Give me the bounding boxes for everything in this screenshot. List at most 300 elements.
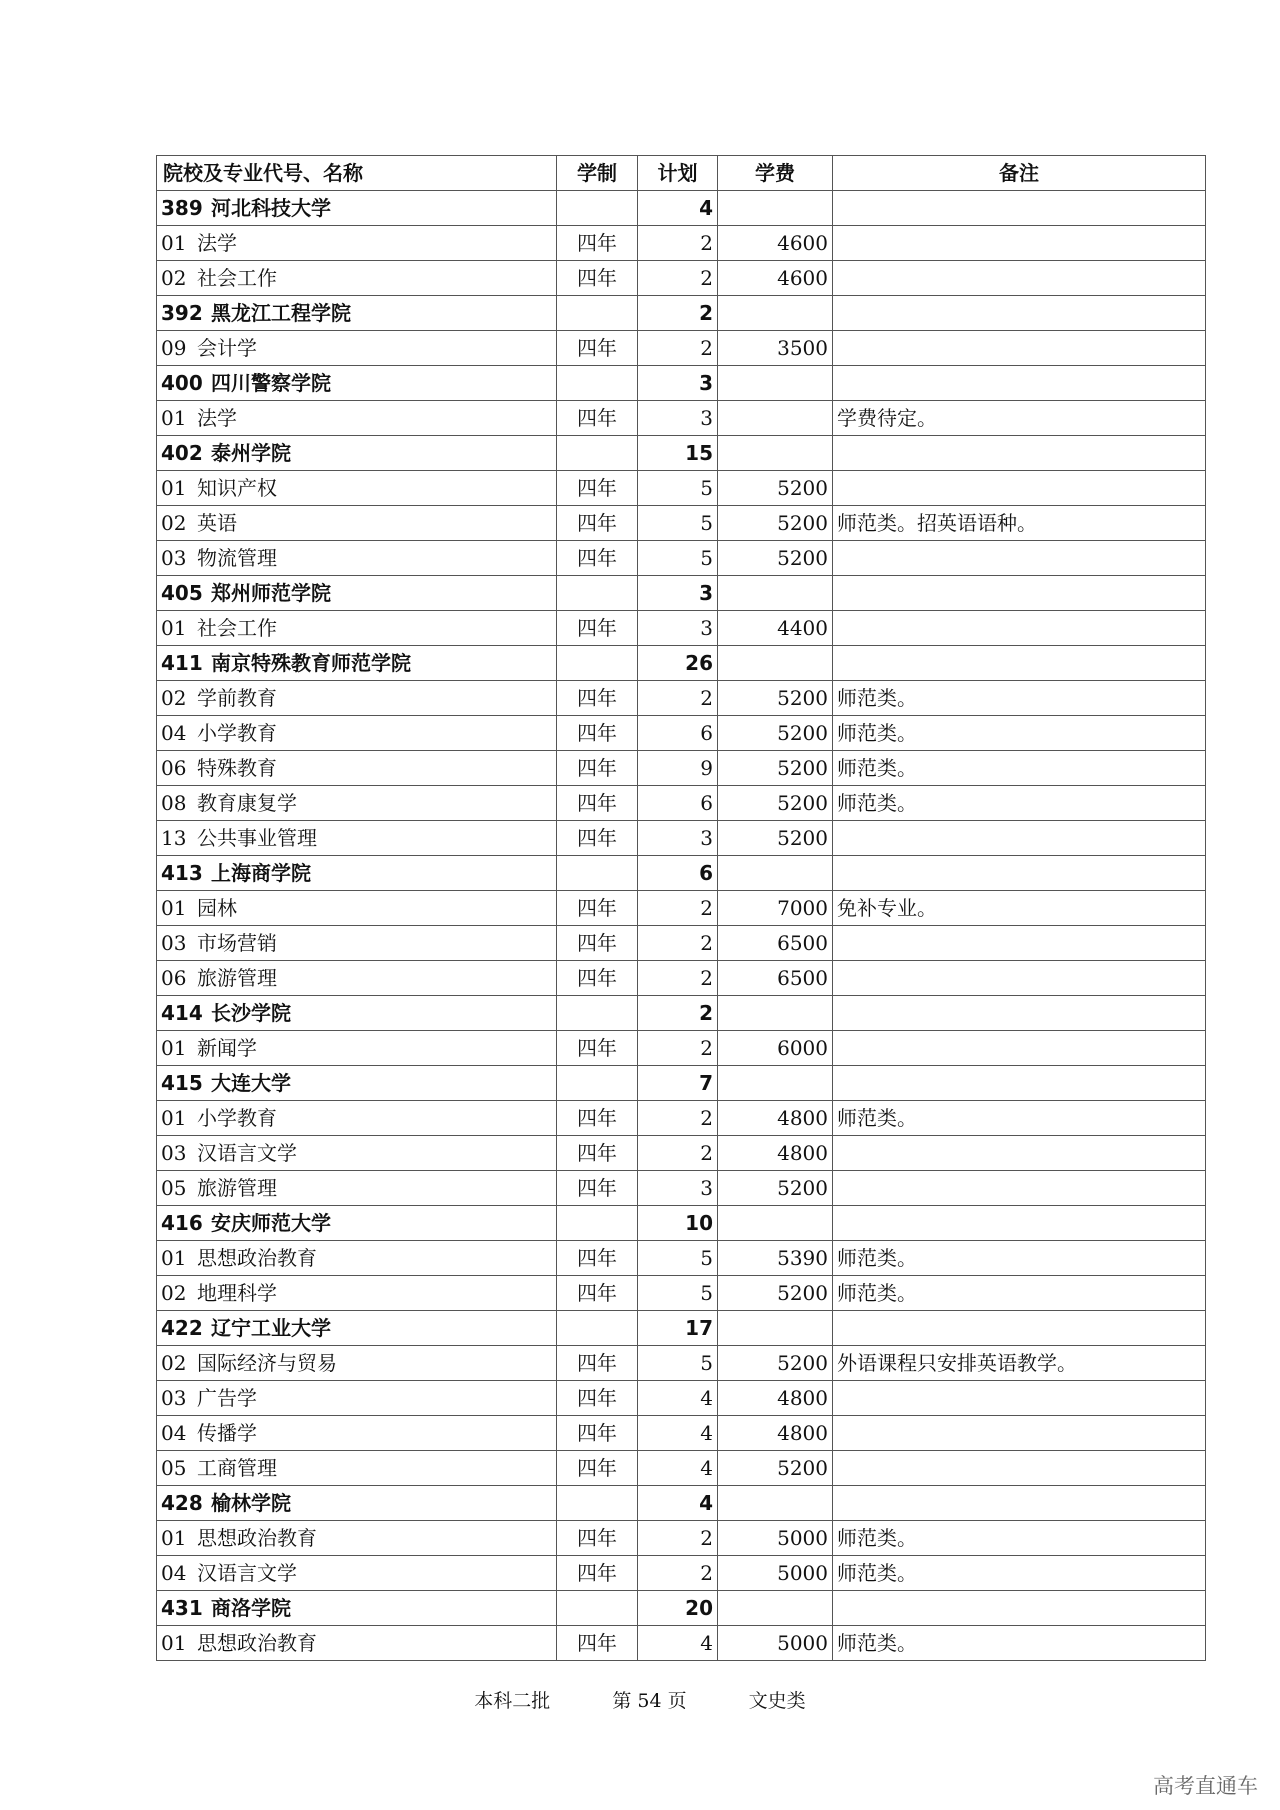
major-code: 01 [161, 616, 187, 640]
note-cell: 师范类。 [833, 1241, 1206, 1276]
length-cell: 四年 [557, 786, 638, 821]
school-name: 大连大学 [211, 1071, 291, 1095]
plan-cell: 2 [638, 1556, 718, 1591]
length-cell: 四年 [557, 261, 638, 296]
plan-cell: 2 [638, 926, 718, 961]
length-cell [557, 1591, 638, 1626]
major-name: 思想政治教育 [197, 1246, 317, 1270]
fee-cell: 5000 [718, 1521, 833, 1556]
name-cell [157, 1206, 557, 1241]
watermark: 高考直通车 [1153, 1774, 1258, 1798]
plan-cell: 2 [638, 1136, 718, 1171]
fee-cell: 5200 [718, 716, 833, 751]
name-cell [157, 1451, 557, 1486]
major-code: 01 [161, 1036, 187, 1060]
name-cell [157, 1311, 557, 1346]
length-cell [557, 1486, 638, 1521]
note-cell [833, 1381, 1206, 1416]
name-cell [157, 646, 557, 681]
plan-cell: 4 [638, 191, 718, 226]
fee-cell: 6500 [718, 926, 833, 961]
major-code: 02 [161, 1351, 187, 1375]
major-row [157, 611, 1206, 646]
length-cell: 四年 [557, 226, 638, 261]
major-row [157, 1556, 1206, 1591]
plan-cell: 2 [638, 996, 718, 1031]
note-cell: 免补专业。 [833, 891, 1206, 926]
school-name: 四川警察学院 [211, 371, 331, 395]
length-cell: 四年 [557, 1136, 638, 1171]
school-name: 上海商学院 [211, 861, 311, 885]
major-name: 传播学 [197, 1421, 257, 1445]
major-code: 01 [161, 1631, 187, 1655]
plan-cell: 20 [638, 1591, 718, 1626]
name-cell [157, 751, 557, 786]
major-row [157, 1451, 1206, 1486]
plan-cell: 15 [638, 436, 718, 471]
name-cell [157, 401, 557, 436]
major-code: 01 [161, 1106, 187, 1130]
name-cell [157, 1556, 557, 1591]
school-code: 400 [161, 371, 203, 395]
major-row [157, 891, 1206, 926]
fee-cell [718, 296, 833, 331]
plan-cell: 7 [638, 1066, 718, 1101]
plan-cell: 2 [638, 226, 718, 261]
length-cell [557, 436, 638, 471]
length-cell [557, 296, 638, 331]
fee-cell: 5200 [718, 471, 833, 506]
school-name: 南京特殊教育师范学院 [211, 651, 411, 675]
major-row [157, 1171, 1206, 1206]
fee-cell [718, 1311, 833, 1346]
length-cell: 四年 [557, 1276, 638, 1311]
plan-cell: 3 [638, 821, 718, 856]
school-code: 414 [161, 1001, 203, 1025]
note-cell [833, 611, 1206, 646]
note-cell [833, 296, 1206, 331]
school-row [157, 1066, 1206, 1101]
school-code: 389 [161, 196, 203, 220]
name-cell [157, 996, 557, 1031]
note-cell: 师范类。 [833, 681, 1206, 716]
length-cell: 四年 [557, 751, 638, 786]
note-cell [833, 1591, 1206, 1626]
major-row [157, 506, 1206, 541]
note-cell [833, 1311, 1206, 1346]
plan-cell: 2 [638, 681, 718, 716]
length-cell [557, 1311, 638, 1346]
school-row [157, 191, 1206, 226]
name-cell [157, 611, 557, 646]
major-code: 03 [161, 1141, 187, 1165]
note-cell [833, 821, 1206, 856]
note-cell: 师范类。 [833, 786, 1206, 821]
major-code: 09 [161, 336, 187, 360]
fee-cell: 5200 [718, 681, 833, 716]
admission-plan-table [156, 155, 1206, 1661]
major-row [157, 821, 1206, 856]
school-row [157, 366, 1206, 401]
note-cell [833, 471, 1206, 506]
major-row [157, 261, 1206, 296]
plan-cell: 9 [638, 751, 718, 786]
plan-cell: 3 [638, 611, 718, 646]
note-cell [833, 1031, 1206, 1066]
name-cell [157, 1591, 557, 1626]
major-row [157, 961, 1206, 996]
school-code: 422 [161, 1316, 203, 1340]
name-cell [157, 1136, 557, 1171]
major-row [157, 1626, 1206, 1661]
name-cell [157, 436, 557, 471]
name-cell [157, 1276, 557, 1311]
plan-cell: 6 [638, 786, 718, 821]
major-code: 01 [161, 406, 187, 430]
table-body [157, 191, 1206, 1661]
major-name: 旅游管理 [197, 966, 277, 990]
note-cell [833, 1416, 1206, 1451]
fee-cell: 5200 [718, 1346, 833, 1381]
fee-cell: 3500 [718, 331, 833, 366]
school-name: 商洛学院 [211, 1596, 291, 1620]
name-cell [157, 471, 557, 506]
name-cell [157, 366, 557, 401]
school-name: 榆林学院 [211, 1491, 291, 1515]
school-name: 辽宁工业大学 [211, 1316, 331, 1340]
major-name: 社会工作 [197, 616, 277, 640]
major-name: 教育康复学 [197, 791, 297, 815]
major-name: 园林 [197, 896, 237, 920]
note-cell [833, 1136, 1206, 1171]
major-code: 01 [161, 476, 187, 500]
fee-cell: 7000 [718, 891, 833, 926]
note-cell [833, 856, 1206, 891]
major-name: 思想政治教育 [197, 1631, 317, 1655]
major-row [157, 471, 1206, 506]
school-row [157, 646, 1206, 681]
major-name: 物流管理 [197, 546, 277, 570]
school-row [157, 436, 1206, 471]
note-cell: 师范类。 [833, 1101, 1206, 1136]
fee-cell: 4800 [718, 1416, 833, 1451]
plan-cell: 17 [638, 1311, 718, 1346]
school-code: 392 [161, 301, 203, 325]
major-name: 工商管理 [197, 1456, 277, 1480]
fee-cell [718, 996, 833, 1031]
major-row [157, 226, 1206, 261]
school-name: 长沙学院 [211, 1001, 291, 1025]
name-cell [157, 1101, 557, 1136]
fee-cell: 5200 [718, 506, 833, 541]
fee-cell: 4600 [718, 226, 833, 261]
name-cell [157, 506, 557, 541]
note-cell: 师范类。 [833, 716, 1206, 751]
major-code: 01 [161, 1526, 187, 1550]
major-row [157, 751, 1206, 786]
school-row [157, 576, 1206, 611]
school-code: 411 [161, 651, 203, 675]
major-name: 法学 [197, 406, 237, 430]
major-code: 01 [161, 1246, 187, 1270]
major-code: 02 [161, 1281, 187, 1305]
length-cell: 四年 [557, 1626, 638, 1661]
major-row [157, 1031, 1206, 1066]
major-row [157, 1101, 1206, 1136]
fee-cell [718, 401, 833, 436]
note-cell [833, 191, 1206, 226]
school-row [157, 996, 1206, 1031]
fee-cell [718, 646, 833, 681]
length-cell: 四年 [557, 961, 638, 996]
footer-batch: 本科二批 [474, 1690, 551, 1712]
length-cell: 四年 [557, 1451, 638, 1486]
school-code: 402 [161, 441, 203, 465]
length-cell [557, 646, 638, 681]
length-cell [557, 366, 638, 401]
length-cell: 四年 [557, 1556, 638, 1591]
major-code: 02 [161, 686, 187, 710]
fee-cell: 5000 [718, 1556, 833, 1591]
plan-cell: 4 [638, 1626, 718, 1661]
note-cell [833, 1171, 1206, 1206]
major-code: 04 [161, 1421, 187, 1445]
major-name: 英语 [197, 511, 237, 535]
note-cell: 师范类。 [833, 1626, 1206, 1661]
note-cell: 师范类。 [833, 1521, 1206, 1556]
major-code: 05 [161, 1456, 187, 1480]
major-row [157, 401, 1206, 436]
length-cell: 四年 [557, 1521, 638, 1556]
plan-cell: 2 [638, 331, 718, 366]
note-cell: 师范类。 [833, 751, 1206, 786]
major-name: 特殊教育 [197, 756, 277, 780]
major-code: 02 [161, 511, 187, 535]
name-cell [157, 1066, 557, 1101]
name-cell [157, 331, 557, 366]
length-cell: 四年 [557, 821, 638, 856]
major-row [157, 1416, 1206, 1451]
length-cell [557, 576, 638, 611]
name-cell [157, 891, 557, 926]
name-cell [157, 1171, 557, 1206]
major-code: 06 [161, 966, 187, 990]
major-name: 公共事业管理 [197, 826, 317, 850]
school-name: 安庆师范大学 [211, 1211, 331, 1235]
school-name: 郑州师范学院 [211, 581, 331, 605]
major-code: 03 [161, 1386, 187, 1410]
fee-cell: 5200 [718, 821, 833, 856]
plan-cell: 3 [638, 576, 718, 611]
plan-cell: 4 [638, 1381, 718, 1416]
plan-cell: 6 [638, 716, 718, 751]
major-row [157, 1381, 1206, 1416]
length-cell [557, 996, 638, 1031]
major-code: 06 [161, 756, 187, 780]
length-cell: 四年 [557, 1101, 638, 1136]
major-code: 01 [161, 896, 187, 920]
plan-cell: 26 [638, 646, 718, 681]
note-cell [833, 331, 1206, 366]
length-cell: 四年 [557, 1346, 638, 1381]
major-name: 汉语言文学 [197, 1141, 297, 1165]
header-note: 备注 [833, 156, 1206, 191]
major-name: 小学教育 [197, 721, 277, 745]
name-cell [157, 191, 557, 226]
length-cell: 四年 [557, 891, 638, 926]
length-cell: 四年 [557, 1031, 638, 1066]
school-name: 黑龙江工程学院 [211, 301, 351, 325]
name-cell [157, 961, 557, 996]
note-cell [833, 226, 1206, 261]
school-code: 405 [161, 581, 203, 605]
fee-cell: 4800 [718, 1136, 833, 1171]
note-cell [833, 1066, 1206, 1101]
length-cell: 四年 [557, 1241, 638, 1276]
length-cell [557, 191, 638, 226]
name-cell [157, 261, 557, 296]
name-cell [157, 1346, 557, 1381]
note-cell [833, 961, 1206, 996]
fee-cell: 4800 [718, 1101, 833, 1136]
name-cell [157, 821, 557, 856]
fee-cell [718, 1066, 833, 1101]
name-cell [157, 576, 557, 611]
footer-category: 文史类 [748, 1690, 806, 1712]
length-cell [557, 856, 638, 891]
fee-cell: 5200 [718, 751, 833, 786]
major-code: 04 [161, 721, 187, 745]
length-cell: 四年 [557, 716, 638, 751]
plan-cell: 2 [638, 891, 718, 926]
plan-cell: 4 [638, 1416, 718, 1451]
plan-cell: 2 [638, 1101, 718, 1136]
school-row [157, 1206, 1206, 1241]
major-row [157, 331, 1206, 366]
major-code: 03 [161, 546, 187, 570]
length-cell: 四年 [557, 1416, 638, 1451]
name-cell [157, 1486, 557, 1521]
plan-cell: 4 [638, 1486, 718, 1521]
major-name: 国际经济与贸易 [197, 1351, 337, 1375]
major-name: 地理科学 [197, 1281, 277, 1305]
header-plan: 计划 [638, 156, 718, 191]
major-code: 04 [161, 1561, 187, 1585]
length-cell: 四年 [557, 1381, 638, 1416]
plan-cell: 2 [638, 1031, 718, 1066]
name-cell [157, 786, 557, 821]
header-name: 院校及专业代号、名称 [157, 156, 557, 191]
major-name: 小学教育 [197, 1106, 277, 1130]
note-cell [833, 261, 1206, 296]
plan-cell: 3 [638, 1171, 718, 1206]
major-name: 知识产权 [197, 476, 277, 500]
page-footer [0, 1686, 1280, 1713]
fee-cell: 4400 [718, 611, 833, 646]
note-cell [833, 1206, 1206, 1241]
plan-cell: 2 [638, 961, 718, 996]
name-cell [157, 1031, 557, 1066]
name-cell [157, 716, 557, 751]
length-cell [557, 1066, 638, 1101]
note-cell [833, 436, 1206, 471]
fee-cell: 5200 [718, 541, 833, 576]
school-row [157, 1311, 1206, 1346]
fee-cell: 5200 [718, 1451, 833, 1486]
name-cell [157, 1381, 557, 1416]
name-cell [157, 226, 557, 261]
school-code: 415 [161, 1071, 203, 1095]
school-name: 泰州学院 [211, 441, 291, 465]
name-cell [157, 541, 557, 576]
major-code: 08 [161, 791, 187, 815]
major-name: 市场营销 [197, 931, 277, 955]
plan-cell: 2 [638, 1521, 718, 1556]
fee-cell [718, 1486, 833, 1521]
plan-cell: 5 [638, 1276, 718, 1311]
length-cell: 四年 [557, 926, 638, 961]
school-name: 河北科技大学 [211, 196, 331, 220]
major-row [157, 716, 1206, 751]
plan-cell: 4 [638, 1451, 718, 1486]
fee-cell [718, 1591, 833, 1626]
major-name: 思想政治教育 [197, 1526, 317, 1550]
major-name: 学前教育 [197, 686, 277, 710]
fee-cell [718, 1206, 833, 1241]
note-cell: 师范类。招英语语种。 [833, 506, 1206, 541]
plan-cell: 2 [638, 296, 718, 331]
note-cell [833, 996, 1206, 1031]
name-cell [157, 296, 557, 331]
school-row [157, 856, 1206, 891]
note-cell [833, 646, 1206, 681]
major-row [157, 681, 1206, 716]
note-cell: 学费待定。 [833, 401, 1206, 436]
note-cell [833, 366, 1206, 401]
plan-cell: 2 [638, 261, 718, 296]
header-fee: 学费 [718, 156, 833, 191]
school-code: 428 [161, 1491, 203, 1515]
fee-cell: 6000 [718, 1031, 833, 1066]
fee-cell [718, 191, 833, 226]
length-cell: 四年 [557, 541, 638, 576]
major-name: 汉语言文学 [197, 1561, 297, 1585]
fee-cell: 4800 [718, 1381, 833, 1416]
plan-cell: 6 [638, 856, 718, 891]
note-cell [833, 926, 1206, 961]
name-cell [157, 1521, 557, 1556]
major-name: 社会工作 [197, 266, 277, 290]
plan-cell: 5 [638, 506, 718, 541]
note-cell: 师范类。 [833, 1276, 1206, 1311]
name-cell [157, 1416, 557, 1451]
name-cell [157, 1626, 557, 1661]
fee-cell: 5200 [718, 1276, 833, 1311]
major-name: 会计学 [197, 336, 257, 360]
major-row [157, 1346, 1206, 1381]
major-code: 01 [161, 231, 187, 255]
major-row [157, 786, 1206, 821]
length-cell: 四年 [557, 471, 638, 506]
major-code: 13 [161, 826, 187, 850]
length-cell: 四年 [557, 401, 638, 436]
fee-cell: 5390 [718, 1241, 833, 1276]
major-name: 新闻学 [197, 1036, 257, 1060]
length-cell: 四年 [557, 506, 638, 541]
plan-cell: 10 [638, 1206, 718, 1241]
school-code: 416 [161, 1211, 203, 1235]
school-code: 431 [161, 1596, 203, 1620]
